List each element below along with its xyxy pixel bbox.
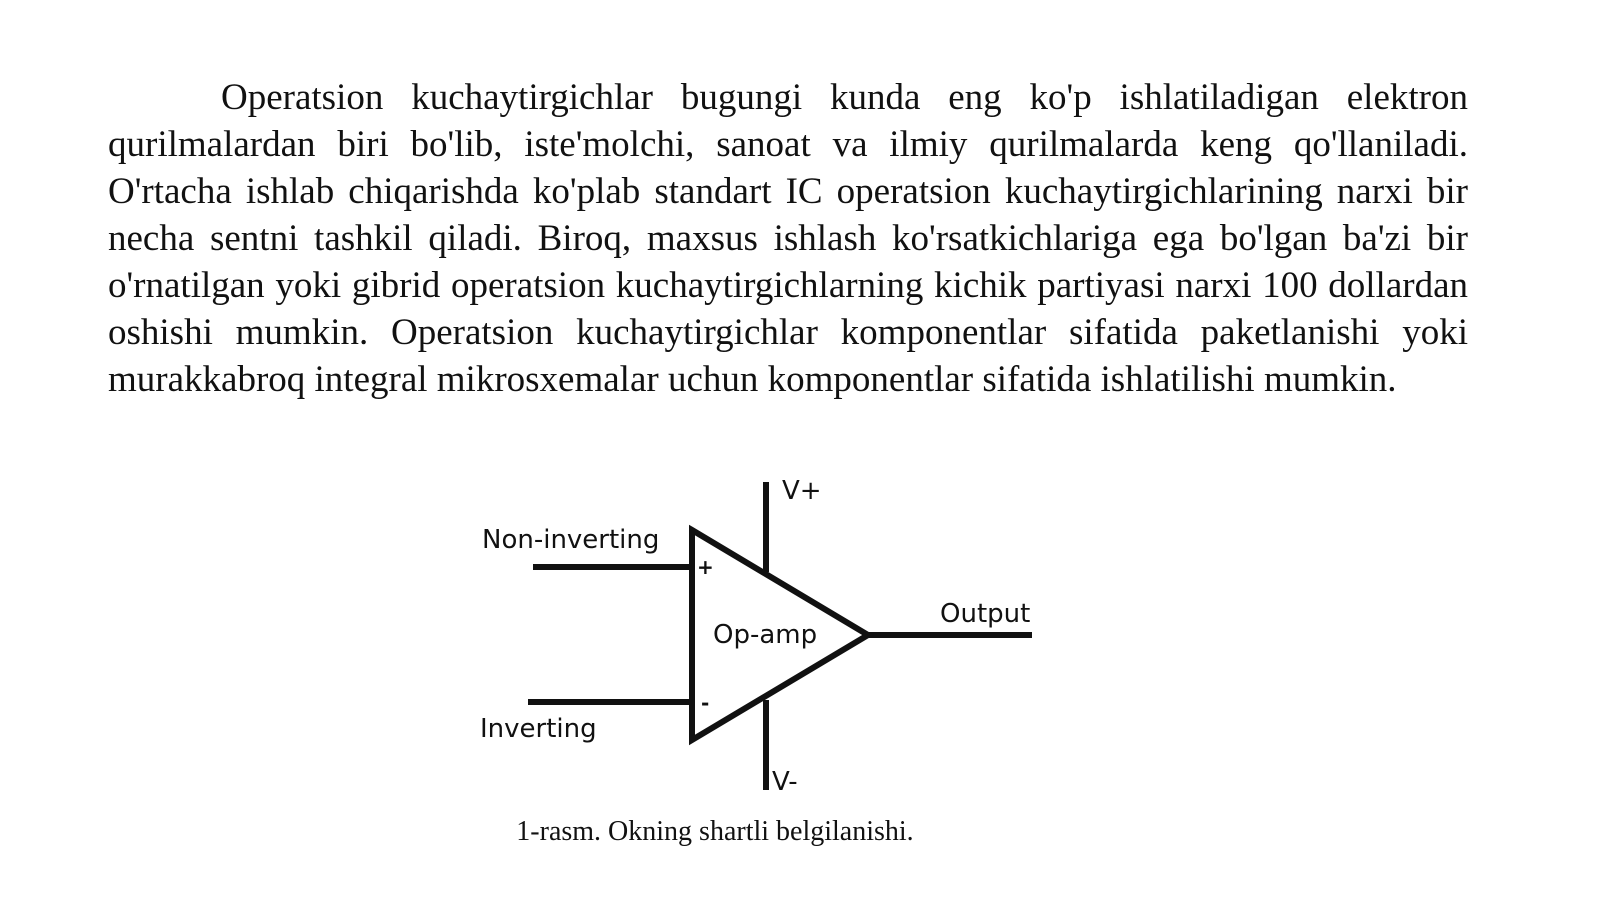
minus-sign: - — [701, 691, 710, 715]
opamp-diagram — [470, 470, 1050, 810]
noninverting-label: Non-inverting — [482, 525, 660, 555]
opamp-figure — [470, 470, 1050, 810]
output-label: Output — [940, 599, 1031, 629]
body-paragraph: Operatsion kuchaytirgichlar bugungi kunda eng ko'p ishlatiladigan elektron qurilmalardan biri bo'lib, iste'molchi, sanoat va ilmiy qurilmalarda keng qo'llaniladi. O'rtacha ishlab chiqarishda ko'plab standart IC operatsion kuchaytirgichlarining narxi bir necha sentni tashkil qiladi. Biroq, maxsus ishlash ko'rsatkichlariga ega bo'lgan ba'zi bir o'rnatilgan yoki gibrid operatsion kuchaytirgichlarning kichik partiyasi narxi 100 dollardan oshishi mumkin. Operatsion kuchaytirgichlar komponentlar sifatida paketlanishi yoki murakkabroq integral mikrosxemalar uchun komponentlar sifatida ishlatilishi mumkin. — [108, 77, 1468, 400]
opamp-label: Op-amp — [713, 620, 818, 650]
vplus-label: V+ — [782, 476, 822, 506]
plus-sign: + — [697, 555, 714, 579]
inverting-label: Inverting — [480, 714, 597, 744]
vminus-label: V- — [772, 767, 798, 797]
figure-caption: 1-rasm. Okning shartli belgilanishi. — [516, 816, 914, 847]
